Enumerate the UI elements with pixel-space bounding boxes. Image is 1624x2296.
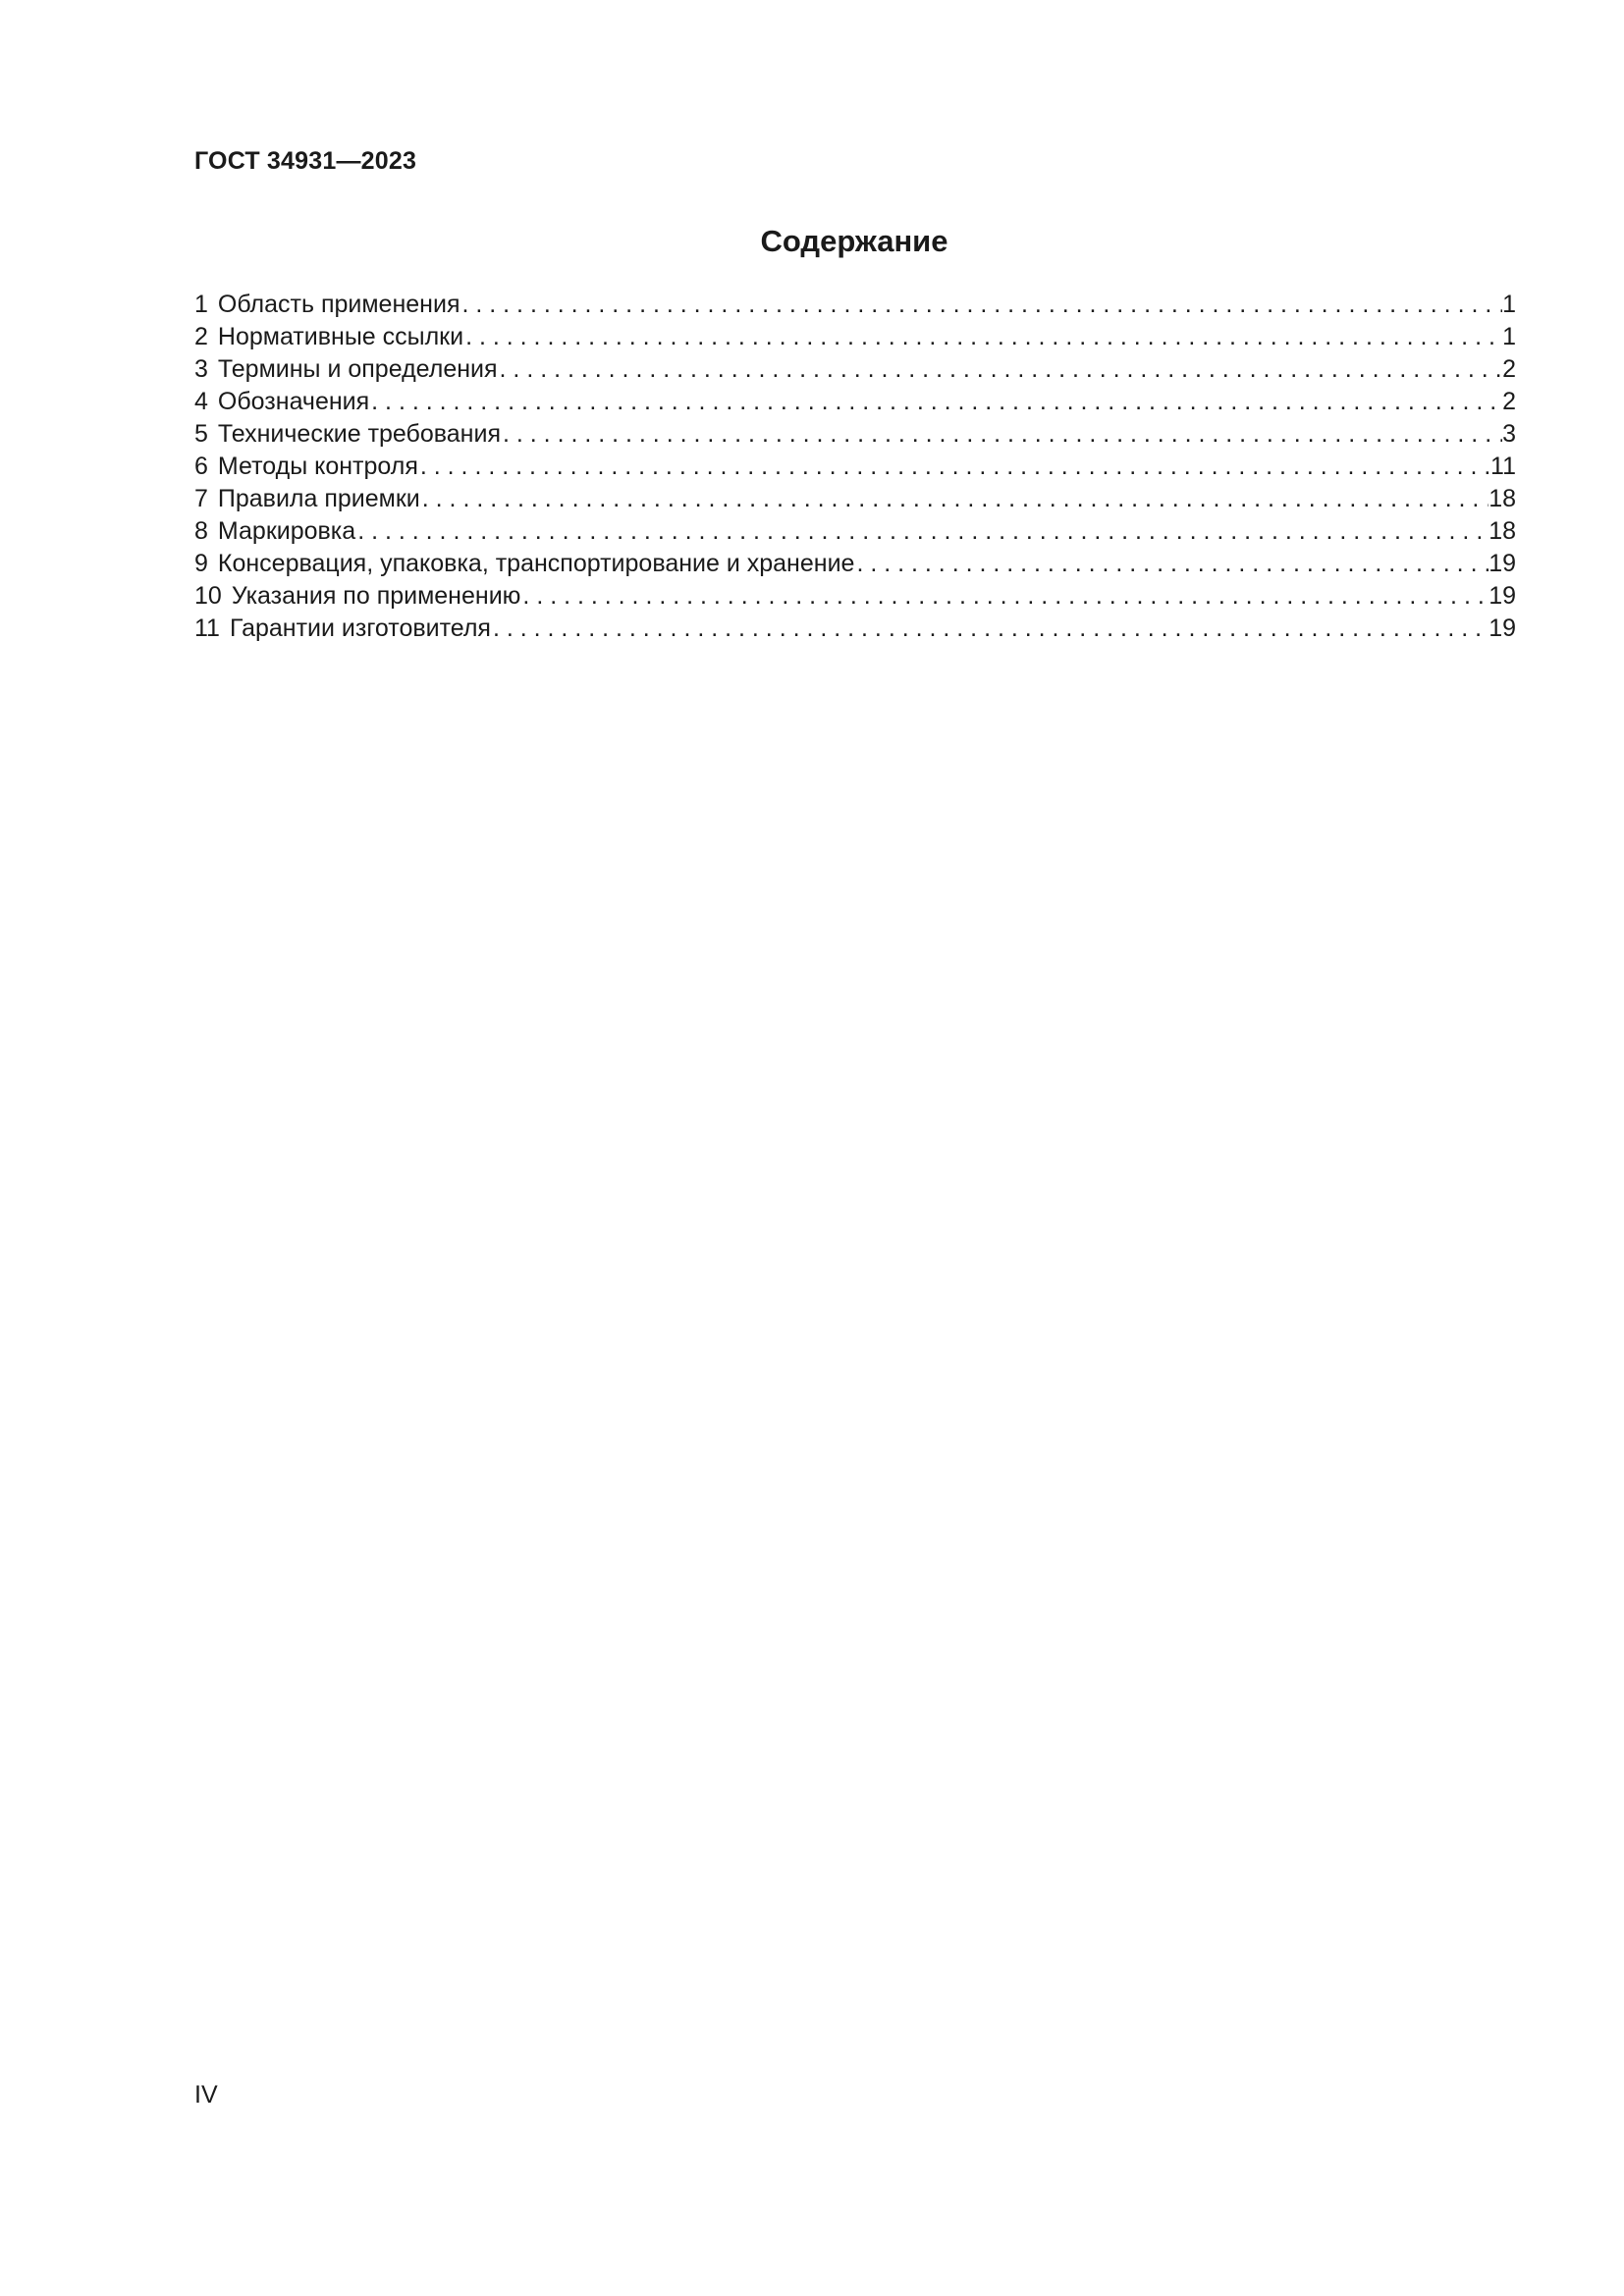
- toc-item-number: 10: [194, 582, 222, 610]
- toc-dot-leader: [463, 321, 1502, 353]
- toc-item-page: 19: [1489, 550, 1516, 577]
- toc-item-number: 1: [194, 291, 208, 318]
- toc-item-page: 1: [1502, 291, 1516, 318]
- toc-item[interactable]: [194, 580, 1516, 613]
- page-number: IV: [194, 2081, 218, 2109]
- toc-item[interactable]: [194, 353, 1516, 386]
- toc-item[interactable]: [194, 289, 1516, 321]
- toc-item-page: 19: [1489, 614, 1516, 642]
- toc-item-number: 5: [194, 420, 208, 448]
- toc-dot-leader: [520, 580, 1489, 613]
- toc-item[interactable]: [194, 483, 1516, 515]
- toc-item-number: 9: [194, 550, 208, 577]
- toc-item-label: Гарантии изготовителя: [229, 614, 491, 642]
- toc-item-label: Методы контроля: [217, 453, 418, 480]
- toc-item-label: Обозначения: [217, 388, 370, 415]
- toc-item[interactable]: [194, 418, 1516, 451]
- toc-item-number: 6: [194, 453, 208, 480]
- toc-item-label: Термины и определения: [217, 355, 498, 383]
- toc-item-page: 18: [1489, 517, 1516, 545]
- toc-dot-leader: [355, 515, 1489, 548]
- document-header: ГОСТ 34931—2023: [194, 147, 417, 175]
- toc-dot-leader: [854, 548, 1489, 580]
- toc-item-page: 2: [1502, 388, 1516, 415]
- toc-item[interactable]: [194, 451, 1516, 483]
- toc-dot-leader: [491, 613, 1489, 645]
- toc-item-number: 2: [194, 323, 208, 350]
- toc-item-label: Маркировка: [217, 517, 356, 545]
- toc-item-label: Нормативные ссылки: [217, 323, 464, 350]
- toc-item-page: 2: [1502, 355, 1516, 383]
- toc-item-label: Консервация, упаковка, транспортирование и хранение: [217, 550, 855, 577]
- toc-item-label: Технические требования: [217, 420, 501, 448]
- toc-title: Содержание: [760, 224, 948, 258]
- toc-item-number: 8: [194, 517, 208, 545]
- toc-dot-leader: [498, 353, 1503, 386]
- toc-item-page: 1: [1502, 323, 1516, 350]
- toc-dot-leader: [501, 418, 1502, 451]
- toc-dot-leader: [460, 289, 1502, 321]
- toc-item[interactable]: [194, 548, 1516, 580]
- toc-item-label: Правила приемки: [217, 485, 420, 512]
- toc-item-number: 4: [194, 388, 208, 415]
- toc-item[interactable]: [194, 386, 1516, 418]
- toc-item-page: 18: [1489, 485, 1516, 512]
- toc-dot-leader: [418, 451, 1490, 483]
- toc-item-page: 11: [1490, 453, 1516, 480]
- toc-dot-leader: [420, 483, 1489, 515]
- table-of-contents: [194, 289, 1516, 645]
- toc-item-page: 3: [1502, 420, 1516, 448]
- toc-dot-leader: [369, 386, 1502, 418]
- toc-item-label: Указания по применению: [231, 582, 521, 610]
- toc-item-label: Область применения: [217, 291, 460, 318]
- toc-item[interactable]: [194, 613, 1516, 645]
- toc-item-number: 3: [194, 355, 208, 383]
- toc-item[interactable]: [194, 515, 1516, 548]
- toc-item-number: 11: [194, 614, 220, 642]
- toc-item-page: 19: [1489, 582, 1516, 610]
- toc-item[interactable]: [194, 321, 1516, 353]
- toc-item-number: 7: [194, 485, 208, 512]
- toc-title-wrapper: [0, 224, 1624, 259]
